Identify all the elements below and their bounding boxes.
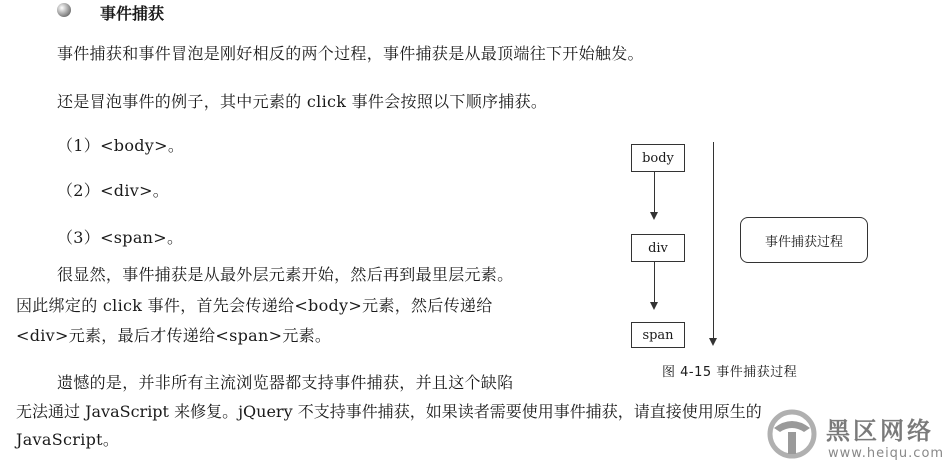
paragraph-note-line-3: JavaScript。 — [16, 430, 120, 449]
node-div: div — [631, 234, 685, 262]
node-body: body — [631, 144, 685, 172]
capture-direction-arrow-icon — [709, 338, 717, 346]
list-item-span: （3）<span>。 — [57, 228, 184, 247]
watermark-logo-icon — [764, 410, 820, 462]
paragraph-note-line-2: 无法通过 JavaScript 来修复。jQuery 不支持事件捕获，如果读者需要使用事件捕获，请直接使用原生的 — [16, 402, 762, 421]
section-heading: 事件捕获 — [100, 4, 165, 23]
list-item-body: （1）<body>。 — [57, 136, 185, 155]
bullet-icon — [57, 3, 71, 17]
paragraph-intro: 事件捕获和事件冒泡是刚好相反的两个过程，事件捕获是从最顶端往下开始触发。 — [57, 44, 644, 63]
paragraph-explain-line-2: 因此绑定的 click 事件，首先会传递给<body>元素，然后传递给 — [16, 296, 493, 315]
arrow-body-to-div — [654, 171, 655, 213]
watermark-url: www.heiqu.com — [828, 446, 944, 461]
arrow-head-icon — [650, 212, 658, 220]
figure-caption: 图 4-15 事件捕获过程 — [662, 365, 798, 380]
capture-direction-line — [713, 142, 714, 339]
watermark — [764, 406, 944, 469]
arrow-div-to-span — [654, 261, 655, 303]
node-span: span — [631, 322, 685, 348]
process-label: 事件捕获过程 — [740, 217, 868, 263]
paragraph-note-line-1: 遗憾的是，并非所有主流浏览器都支持事件捕获，并且这个缺陷 — [57, 373, 514, 392]
list-item-div: （2）<div>。 — [57, 181, 170, 200]
watermark-title: 黑区网络 — [826, 417, 934, 445]
paragraph-explain-line-3: <div>元素，最后才传递给<span>元素。 — [16, 326, 332, 345]
paragraph-example: 还是冒泡事件的例子，其中元素的 click 事件会按照以下顺序捕获。 — [57, 92, 548, 111]
paragraph-explain-line-1: 很显然，事件捕获是从最外层元素开始，然后再到最里层元素。 — [57, 265, 514, 284]
arrow-head-icon — [650, 302, 658, 310]
